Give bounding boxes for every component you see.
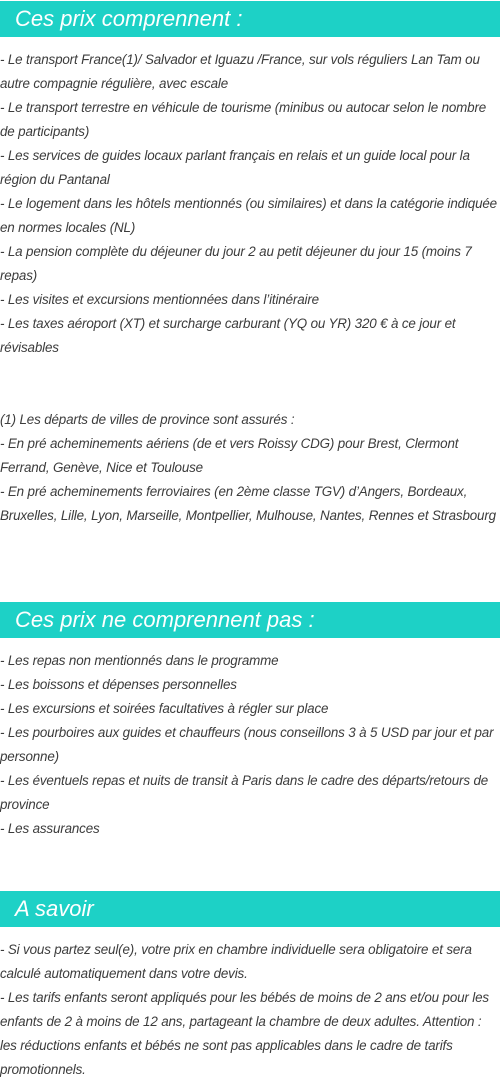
list-item: - Les boissons et dépenses personnelles — [0, 677, 237, 692]
list-item: - La pension complète du déjeuner du jour 2 au petit déjeuner du jour 15 (moins 7 repas) — [0, 244, 472, 283]
good-to-know-list — [0, 938, 500, 1082]
list-item: - Si vous partez seul(e), votre prix en chambre individuelle sera obligatoire et sera calculé automatiquement dans votre devis. — [0, 942, 472, 981]
list-item: - Le logement dans les hôtels mentionnés (ou similaires) et dans la catégorie indiquée en normes locales (NL) — [0, 196, 497, 235]
section-title-included: Ces prix comprennent : — [0, 1, 500, 37]
list-item: - Les visites et excursions mentionnées dans l’itinéraire — [0, 292, 319, 307]
footnote-line: (1) Les départs de villes de province sont assurés : — [0, 412, 295, 427]
list-item: - Les excursions et soirées facultatives à régler sur place — [0, 701, 329, 716]
list-item: - Les assurances — [0, 821, 100, 836]
footnote-line: - En pré acheminements ferroviaires (en 2ème classe TGV) d’Angers, Bordeaux, Bruxelles, Lille, Lyon, Marseille, Montpellier, Mulhouse, Nantes, Rennes et Strasbourg — [0, 484, 496, 523]
included-list — [0, 48, 500, 360]
list-item: - Les tarifs enfants seront appliqués pour les bébés de moins de 2 ans et/ou pour les enfants de 2 à moins de 12 ans, partageant la chambre de deux adultes. Attention : les réductions enfants et bébés ne sont pas applicables dans le cadre de tarifs promotionnels. — [0, 990, 489, 1077]
list-item: - Le transport terrestre en véhicule de tourisme (minibus ou autocar selon le nombre de participants) — [0, 100, 487, 139]
list-item: - Les services de guides locaux parlant français en relais et un guide local pour la région du Pantanal — [0, 148, 470, 187]
list-item: - Le transport France(1)/ Salvador et Iguazu /France, sur vols réguliers Lan Tam ou autre compagnie régulière, avec escale — [0, 52, 480, 91]
list-item: - Les taxes aéroport (XT) et surcharge carburant (YQ ou YR) 320 € à ce jour et révisables — [0, 316, 456, 355]
list-item: - Les pourboires aux guides et chauffeurs (nous conseillons 3 à 5 USD par jour et par personne) — [0, 725, 494, 764]
not-included-list — [0, 649, 500, 841]
list-item: - Les repas non mentionnés dans le programme — [0, 653, 279, 668]
list-item: - Les éventuels repas et nuits de transit à Paris dans le cadre des départs/retours de province — [0, 773, 489, 812]
section-title-not-included: Ces prix ne comprennent pas : — [0, 602, 500, 638]
section-title-good-to-know: A savoir — [0, 891, 500, 927]
footnote-block — [0, 408, 500, 528]
footnote-line: - En pré acheminements aériens (de et vers Roissy CDG) pour Brest, Clermont Ferrand, Genève, Nice et Toulouse — [0, 436, 459, 475]
